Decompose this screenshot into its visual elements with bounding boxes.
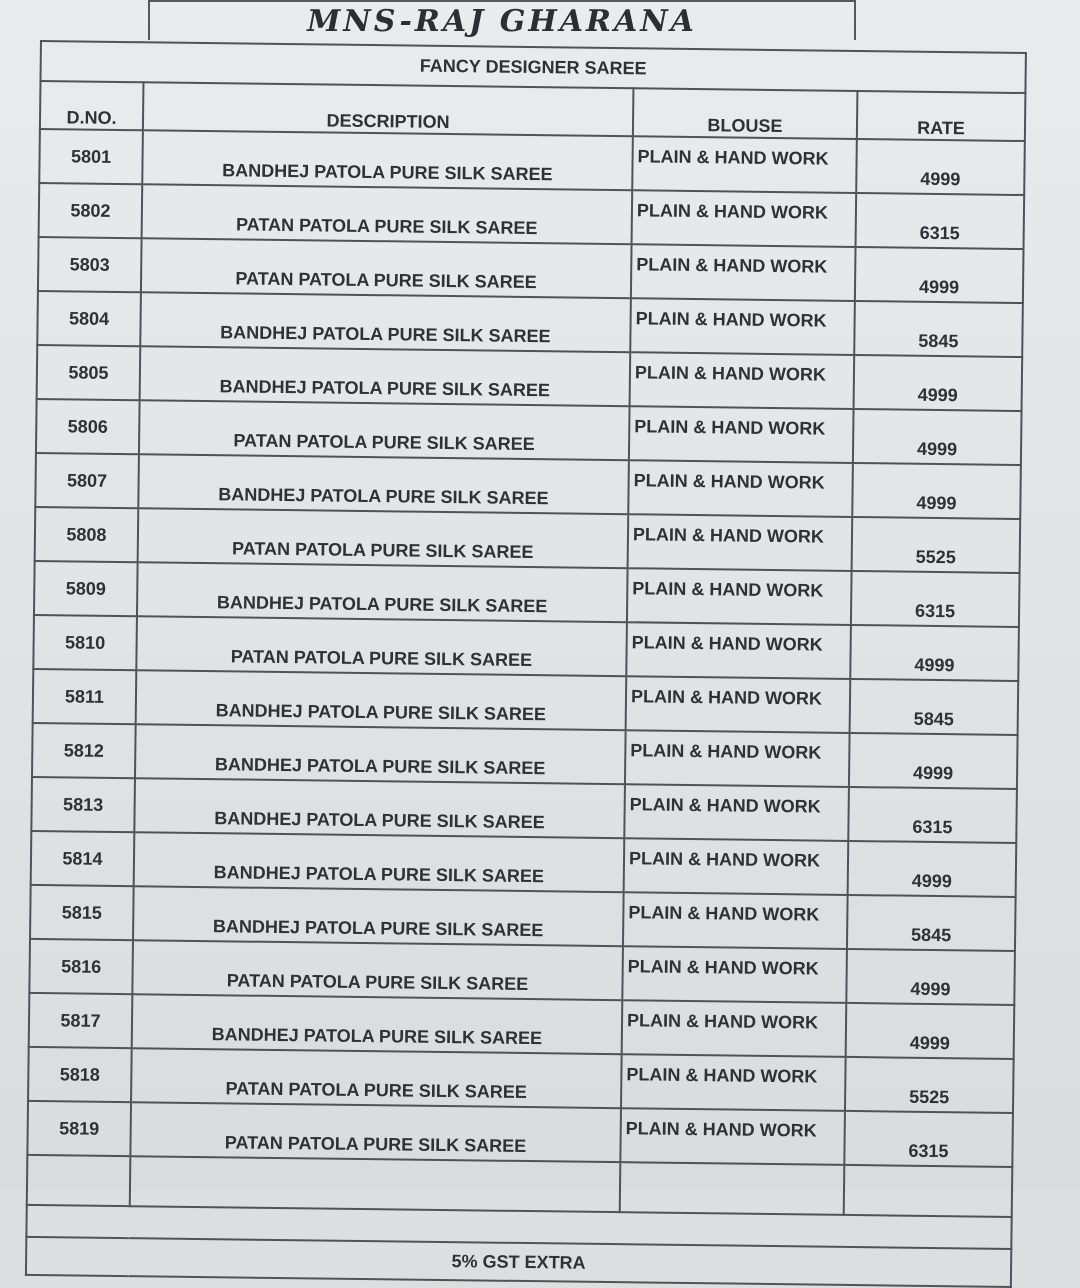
cell-rate: 6315 (851, 571, 1020, 627)
cell-description: BANDHEJ PATOLA PURE SILK SAREE (142, 130, 633, 190)
cell-dno: 5814 (31, 831, 135, 886)
cell-description: PATAN PATOLA PURE SILK SAREE (138, 508, 629, 568)
cell-rate: 6315 (848, 787, 1017, 843)
cell-dno: 5810 (33, 615, 137, 670)
cell-description: PATAN PATOLA PURE SILK SAREE (136, 616, 627, 676)
cell-dno: 5819 (27, 1101, 131, 1156)
blank-cell (130, 1156, 621, 1212)
cell-rate: 6315 (844, 1111, 1013, 1167)
cell-blouse: PLAIN & HAND WORK (631, 244, 856, 301)
cell-blouse: PLAIN & HAND WORK (629, 406, 854, 463)
cell-blouse: PLAIN & HAND WORK (627, 568, 852, 625)
subtitle: FANCY DESIGNER SAREE (40, 41, 1025, 93)
cell-rate: 4999 (852, 463, 1021, 519)
cell-rate: 4999 (853, 409, 1022, 465)
cell-description: PATAN PATOLA PURE SILK SAREE (142, 184, 633, 244)
cell-dno: 5816 (29, 939, 133, 994)
cell-rate: 5845 (847, 895, 1016, 951)
cell-blouse: PLAIN & HAND WORK (624, 838, 849, 895)
cell-dno: 5803 (38, 237, 142, 292)
brand-header (148, 0, 856, 40)
blank-cell (620, 1162, 845, 1215)
cell-description: BANDHEJ PATOLA PURE SILK SAREE (140, 292, 631, 352)
cell-dno: 5817 (29, 993, 133, 1048)
cell-blouse: PLAIN & HAND WORK (622, 1000, 847, 1057)
cell-dno: 5815 (30, 885, 134, 940)
column-header-description: DESCRIPTION (143, 82, 634, 136)
cell-blouse: PLAIN & HAND WORK (622, 946, 847, 1003)
cell-blouse: PLAIN & HAND WORK (621, 1054, 846, 1111)
cell-description: PATAN PATOLA PURE SILK SAREE (130, 1102, 621, 1162)
cell-blouse: PLAIN & HAND WORK (626, 676, 851, 733)
cell-description: BANDHEJ PATOLA PURE SILK SAREE (132, 994, 623, 1054)
cell-blouse: PLAIN & HAND WORK (620, 1108, 845, 1165)
cell-description: BANDHEJ PATOLA PURE SILK SAREE (138, 454, 629, 514)
cell-description: PATAN PATOLA PURE SILK SAREE (141, 238, 632, 298)
cell-rate: 4999 (846, 1003, 1015, 1059)
cell-rate: 5525 (852, 517, 1021, 573)
cell-rate: 4999 (855, 247, 1024, 303)
cell-description: BANDHEJ PATOLA PURE SILK SAREE (137, 562, 628, 622)
cell-rate: 4999 (846, 949, 1015, 1005)
price-table-wrapper (25, 40, 1025, 1288)
cell-rate: 4999 (850, 625, 1019, 681)
price-table (25, 40, 1027, 1288)
cell-dno: 5806 (36, 399, 140, 454)
cell-description: BANDHEJ PATOLA PURE SILK SAREE (140, 346, 631, 406)
cell-blouse: PLAIN & HAND WORK (624, 784, 849, 841)
cell-dno: 5807 (35, 453, 139, 508)
blank-cell (27, 1155, 131, 1206)
cell-rate: 4999 (854, 355, 1023, 411)
cell-rate: 4999 (856, 139, 1025, 195)
cell-rate: 5525 (845, 1057, 1014, 1113)
cell-dno: 5813 (31, 777, 135, 832)
cell-description: BANDHEJ PATOLA PURE SILK SAREE (133, 886, 624, 946)
cell-description: BANDHEJ PATOLA PURE SILK SAREE (135, 724, 626, 784)
cell-blouse: PLAIN & HAND WORK (626, 622, 851, 679)
cell-description: BANDHEJ PATOLA PURE SILK SAREE (134, 832, 625, 892)
cell-dno: 5812 (32, 723, 136, 778)
cell-dno: 5802 (39, 183, 143, 238)
cell-description: PATAN PATOLA PURE SILK SAREE (131, 1048, 622, 1108)
cell-dno: 5805 (37, 345, 141, 400)
brand-title: MNS-RAJ GHARANA (307, 3, 697, 39)
cell-description: PATAN PATOLA PURE SILK SAREE (139, 400, 630, 460)
cell-rate: 4999 (849, 733, 1018, 789)
cell-dno: 5811 (33, 669, 137, 724)
cell-blouse: PLAIN & HAND WORK (625, 730, 850, 787)
cell-dno: 5801 (39, 129, 143, 184)
cell-rate: 6315 (856, 193, 1025, 249)
gst-note: 5% GST EXTRA (26, 1237, 1011, 1287)
cell-description: PATAN PATOLA PURE SILK SAREE (132, 940, 623, 1000)
cell-dno: 5818 (28, 1047, 132, 1102)
cell-rate: 4999 (848, 841, 1017, 897)
cell-blouse: PLAIN & HAND WORK (632, 190, 857, 247)
cell-blouse: PLAIN & HAND WORK (632, 136, 857, 193)
cell-blouse: PLAIN & HAND WORK (623, 892, 848, 949)
cell-blouse: PLAIN & HAND WORK (628, 514, 853, 571)
cell-rate: 5845 (854, 301, 1023, 357)
column-header-rate: RATE (857, 91, 1026, 141)
cell-blouse: PLAIN & HAND WORK (630, 298, 855, 355)
cell-blouse: PLAIN & HAND WORK (630, 352, 855, 409)
cell-description: BANDHEJ PATOLA PURE SILK SAREE (136, 670, 627, 730)
cell-dno: 5809 (34, 561, 138, 616)
cell-blouse: PLAIN & HAND WORK (628, 460, 853, 517)
column-header-dno: D.NO. (40, 81, 144, 130)
blank-cell (844, 1165, 1013, 1217)
column-header-blouse: BLOUSE (633, 88, 858, 139)
cell-description: BANDHEJ PATOLA PURE SILK SAREE (134, 778, 625, 838)
cell-dno: 5804 (37, 291, 141, 346)
cell-rate: 5845 (850, 679, 1019, 735)
cell-dno: 5808 (35, 507, 139, 562)
